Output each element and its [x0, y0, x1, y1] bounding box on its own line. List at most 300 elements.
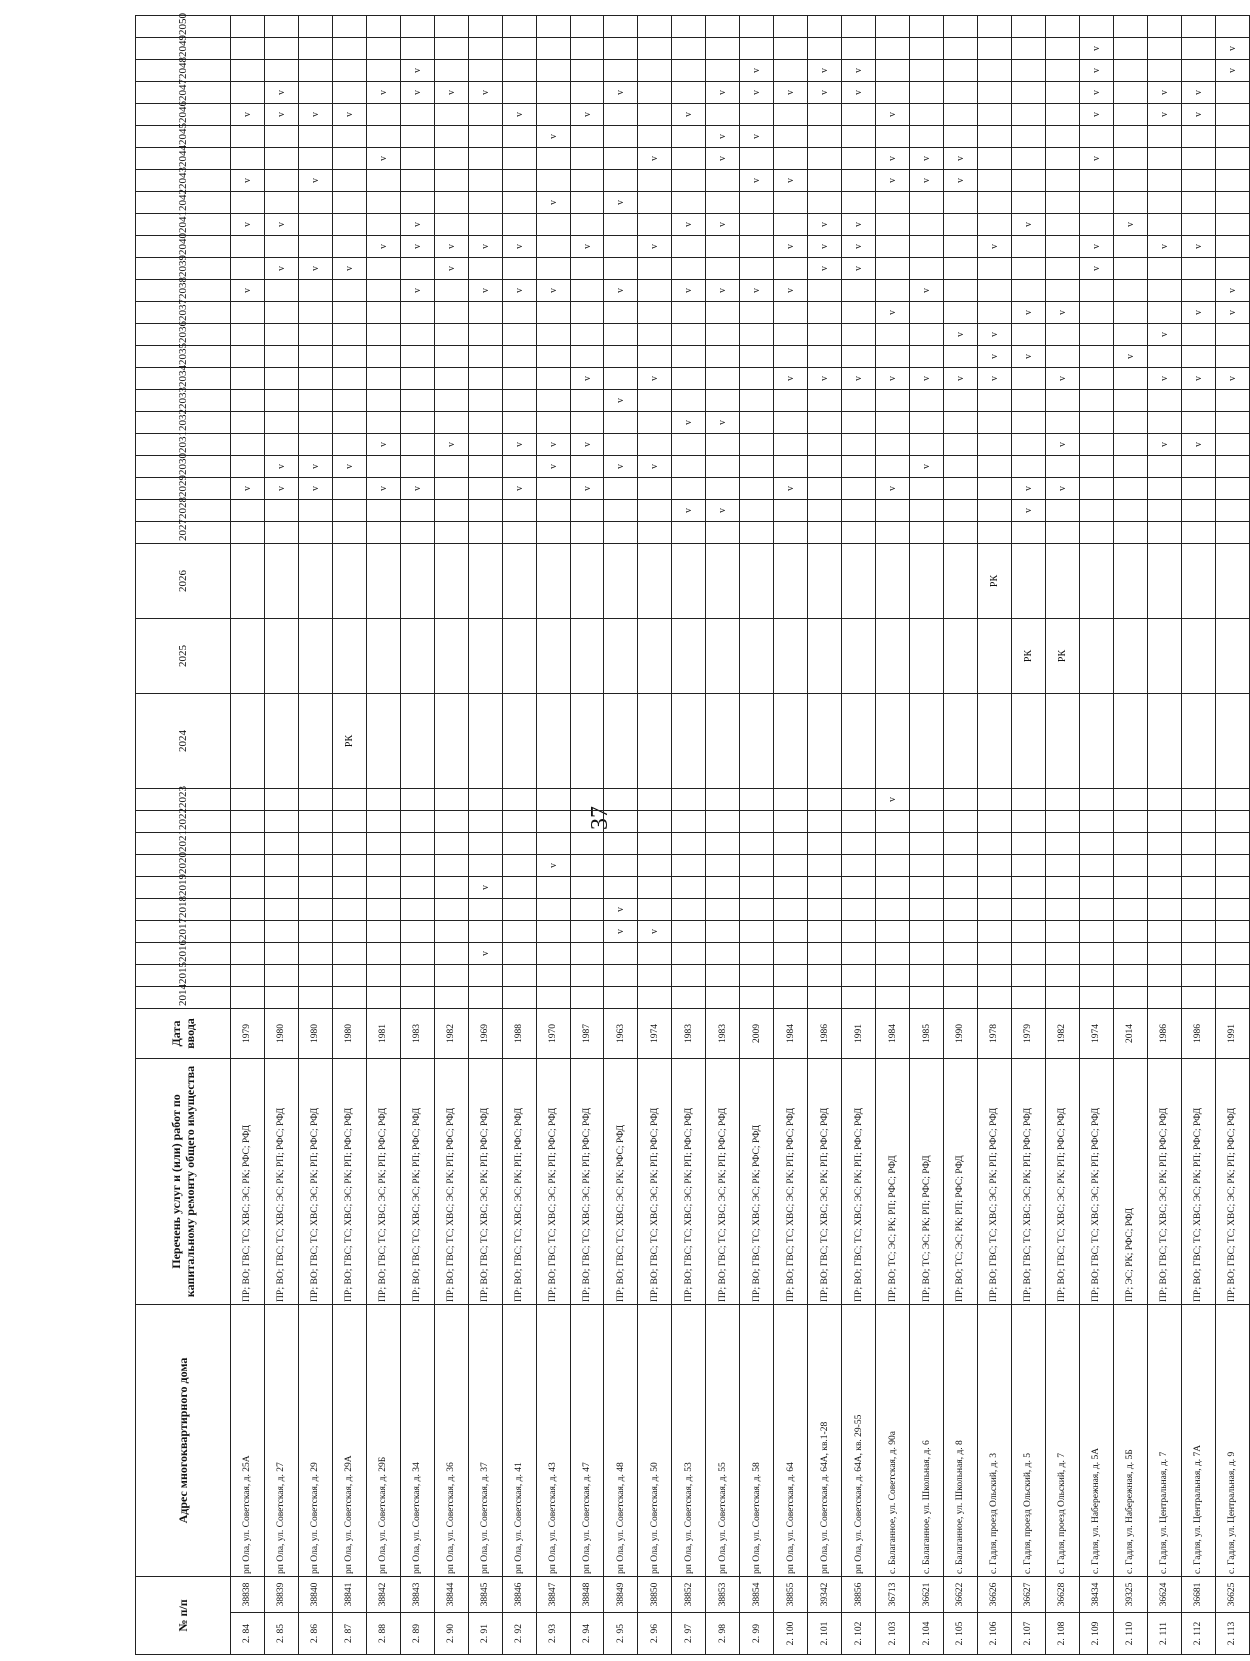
date-cell: 1984 [876, 1008, 910, 1058]
year-empty-cell [740, 213, 774, 235]
year-empty-cell [502, 942, 536, 964]
year-empty-cell [876, 345, 910, 367]
year-empty-cell [774, 898, 808, 920]
year-empty-cell [842, 455, 876, 477]
year-empty-cell [1113, 964, 1147, 986]
year-empty-cell [774, 257, 808, 279]
year-empty-cell [332, 433, 366, 455]
year-empty-cell [400, 191, 434, 213]
year-mark-cell: v [434, 257, 468, 279]
year-empty-cell [502, 169, 536, 191]
date-cell: 1983 [400, 1008, 434, 1058]
year-empty-cell [1181, 169, 1215, 191]
date-cell: 1983 [672, 1008, 706, 1058]
year-empty-cell [366, 59, 400, 81]
year-empty-cell [638, 279, 672, 301]
year-empty-cell [672, 433, 706, 455]
year-empty-cell [672, 854, 706, 876]
year-empty-cell [536, 832, 570, 854]
address-cell: с. Балаганное, ул. Школьная, д. 6 [910, 1304, 944, 1576]
year-empty-cell [638, 389, 672, 411]
row-number-cell: 2. 110 [1113, 1613, 1147, 1655]
year-empty-cell [298, 81, 332, 103]
year-empty-cell [1181, 543, 1215, 618]
year-mark-cell: v [502, 433, 536, 455]
year-empty-cell [1079, 15, 1113, 37]
capital-repair-table [135, 12, 1250, 1655]
date-cell: 1986 [808, 1008, 842, 1058]
year-empty-cell [1079, 455, 1113, 477]
year-empty-cell [264, 279, 298, 301]
year-mark-cell: v [876, 169, 910, 191]
year-empty-cell [672, 477, 706, 499]
year-mark-cell: v [1079, 37, 1113, 59]
table-row [842, 15, 876, 1654]
year-mark-cell: v [604, 389, 638, 411]
year-empty-cell [536, 521, 570, 543]
year-empty-cell [570, 37, 604, 59]
year-empty-cell [1079, 125, 1113, 147]
year-empty-cell [876, 986, 910, 1008]
year-empty-cell [842, 147, 876, 169]
year-empty-cell [604, 942, 638, 964]
header-year: 2041 [136, 213, 231, 235]
year-empty-cell [366, 37, 400, 59]
row-number-cell: 2. 99 [740, 1613, 774, 1655]
year-empty-cell [1011, 279, 1045, 301]
year-empty-cell [1045, 920, 1079, 942]
year-empty-cell [400, 693, 434, 788]
year-empty-cell [842, 832, 876, 854]
year-empty-cell [570, 832, 604, 854]
year-empty-cell [1079, 477, 1113, 499]
year-mark-cell: v [366, 235, 400, 257]
services-cell: ПР; ВО; ГВС; ТС; ХВС; ЭС; РК; РП; РФС; РФД [808, 1058, 842, 1304]
year-empty-cell [1079, 810, 1113, 832]
year-empty-cell [400, 389, 434, 411]
year-empty-cell [977, 521, 1011, 543]
year-empty-cell [570, 499, 604, 521]
year-empty-cell [536, 367, 570, 389]
year-empty-cell [1079, 788, 1113, 810]
date-cell: 1986 [1147, 1008, 1181, 1058]
year-empty-cell [298, 323, 332, 345]
year-empty-cell [876, 876, 910, 898]
year-mark-cell: v [570, 103, 604, 125]
header-year: 2038 [136, 279, 231, 301]
year-empty-cell [298, 964, 332, 986]
year-empty-cell [1079, 389, 1113, 411]
address-cell: рп Ола, ул. Советская, д. 41 [502, 1304, 536, 1576]
year-empty-cell [1215, 920, 1249, 942]
year-empty-cell [264, 810, 298, 832]
year-empty-cell [638, 521, 672, 543]
year-empty-cell [231, 876, 265, 898]
year-empty-cell [1181, 898, 1215, 920]
year-empty-cell [740, 345, 774, 367]
year-empty-cell [944, 920, 978, 942]
year-empty-cell [1011, 411, 1045, 433]
year-empty-cell [264, 986, 298, 1008]
year-mark-cell: v [298, 257, 332, 279]
year-empty-cell [672, 693, 706, 788]
year-empty-cell [298, 213, 332, 235]
year-empty-cell [977, 169, 1011, 191]
year-empty-cell [876, 213, 910, 235]
year-empty-cell [1113, 15, 1147, 37]
year-empty-cell [774, 59, 808, 81]
year-empty-cell [434, 832, 468, 854]
year-empty-cell [1113, 323, 1147, 345]
year-empty-cell [1045, 81, 1079, 103]
year-empty-cell [434, 37, 468, 59]
year-mark-cell: v [366, 81, 400, 103]
year-empty-cell [876, 499, 910, 521]
year-empty-cell [876, 810, 910, 832]
year-mark-cell: v [400, 213, 434, 235]
year-empty-cell [332, 920, 366, 942]
year-mark-cell: v [944, 367, 978, 389]
year-empty-cell [1181, 15, 1215, 37]
row-number-cell: 2. 95 [604, 1613, 638, 1655]
year-empty-cell [400, 898, 434, 920]
year-empty-cell [910, 810, 944, 832]
year-empty-cell [808, 876, 842, 898]
date-cell: 1979 [1011, 1008, 1045, 1058]
year-empty-cell [774, 125, 808, 147]
year-empty-cell [1045, 345, 1079, 367]
year-empty-cell [842, 810, 876, 832]
date-cell: 1982 [434, 1008, 468, 1058]
year-empty-cell [298, 788, 332, 810]
year-empty-cell [910, 433, 944, 455]
year-empty-cell [638, 810, 672, 832]
year-empty-cell [468, 367, 502, 389]
year-empty-cell [1147, 986, 1181, 1008]
year-empty-cell [740, 191, 774, 213]
year-empty-cell [1113, 235, 1147, 257]
year-empty-cell [536, 59, 570, 81]
services-cell: ПР; ВО; ГВС; ТС; ХВС; ЭС; РК; РП; РФС; РФД [468, 1058, 502, 1304]
row-number-cell: 2. 86 [298, 1613, 332, 1655]
year-empty-cell [1113, 103, 1147, 125]
year-empty-cell [774, 301, 808, 323]
year-empty-cell [231, 788, 265, 810]
house-id-cell: 38843 [400, 1576, 434, 1612]
year-empty-cell [1215, 389, 1249, 411]
year-empty-cell [332, 876, 366, 898]
year-mark-cell: v [706, 125, 740, 147]
year-empty-cell [1113, 920, 1147, 942]
year-empty-cell [298, 191, 332, 213]
year-empty-cell [740, 323, 774, 345]
year-empty-cell [910, 213, 944, 235]
year-mark-cell: v [570, 367, 604, 389]
year-empty-cell [740, 832, 774, 854]
year-empty-cell [944, 191, 978, 213]
year-mark-cell: v [944, 169, 978, 191]
year-empty-cell [977, 147, 1011, 169]
year-empty-cell [1147, 521, 1181, 543]
year-empty-cell [1113, 411, 1147, 433]
year-mark-cell: v [1011, 345, 1045, 367]
services-cell: ПР; ВО; ГВС; ТС; ХВС; ЭС; РК; РП; РФС; РФД [1147, 1058, 1181, 1304]
year-empty-cell [536, 477, 570, 499]
year-mark-cell: v [434, 235, 468, 257]
year-empty-cell [332, 499, 366, 521]
year-empty-cell [808, 345, 842, 367]
year-mark-cell: v [672, 103, 706, 125]
house-id-cell: 38848 [570, 1576, 604, 1612]
header-year: 2046 [136, 103, 231, 125]
year-empty-cell [1045, 37, 1079, 59]
year-empty-cell [638, 876, 672, 898]
year-empty-cell [842, 942, 876, 964]
year-mark-cell: v [706, 499, 740, 521]
year-mark-cell: v [536, 191, 570, 213]
year-empty-cell [264, 942, 298, 964]
year-empty-cell [332, 37, 366, 59]
year-empty-cell [298, 942, 332, 964]
year-empty-cell [876, 964, 910, 986]
year-empty-cell [808, 455, 842, 477]
year-empty-cell [298, 693, 332, 788]
year-empty-cell [468, 898, 502, 920]
year-mark-cell: v [570, 477, 604, 499]
year-empty-cell [604, 147, 638, 169]
year-empty-cell [706, 810, 740, 832]
year-mark-cell: v [876, 301, 910, 323]
year-empty-cell [536, 81, 570, 103]
year-empty-cell [808, 521, 842, 543]
year-empty-cell [400, 103, 434, 125]
year-empty-cell [774, 213, 808, 235]
year-empty-cell [536, 920, 570, 942]
year-mark-cell: v [1045, 301, 1079, 323]
year-empty-cell [366, 920, 400, 942]
year-empty-cell [332, 898, 366, 920]
year-empty-cell [400, 15, 434, 37]
year-empty-cell [298, 543, 332, 618]
year-empty-cell [332, 125, 366, 147]
year-empty-cell [1181, 125, 1215, 147]
year-empty-cell [1215, 477, 1249, 499]
year-empty-cell [977, 125, 1011, 147]
row-number-cell: 2. 102 [842, 1613, 876, 1655]
year-empty-cell [774, 323, 808, 345]
year-empty-cell [740, 257, 774, 279]
year-empty-cell [740, 433, 774, 455]
year-empty-cell [231, 942, 265, 964]
address-cell: рп Ола, ул. Советская, д. 34 [400, 1304, 434, 1576]
year-empty-cell [706, 876, 740, 898]
year-empty-cell [536, 876, 570, 898]
year-empty-cell [1045, 411, 1079, 433]
year-empty-cell [536, 15, 570, 37]
year-empty-cell [910, 235, 944, 257]
year-empty-cell [740, 920, 774, 942]
year-empty-cell [910, 920, 944, 942]
house-id-cell: 38842 [366, 1576, 400, 1612]
year-mark-cell: v [570, 433, 604, 455]
year-empty-cell [502, 301, 536, 323]
year-empty-cell [1011, 103, 1045, 125]
year-empty-cell [434, 986, 468, 1008]
year-empty-cell [604, 986, 638, 1008]
year-empty-cell [876, 693, 910, 788]
year-empty-cell [1147, 147, 1181, 169]
year-empty-cell [604, 788, 638, 810]
header-year: 2037 [136, 301, 231, 323]
year-empty-cell [332, 854, 366, 876]
year-mark-cell: v [502, 477, 536, 499]
year-empty-cell [774, 411, 808, 433]
date-cell: 1985 [910, 1008, 944, 1058]
year-empty-cell [1147, 411, 1181, 433]
house-id-cell: 38854 [740, 1576, 774, 1612]
year-empty-cell [502, 920, 536, 942]
row-number-cell: 2. 92 [502, 1613, 536, 1655]
table-row [808, 15, 842, 1654]
year-empty-cell [638, 618, 672, 693]
year-empty-cell [876, 618, 910, 693]
year-empty-cell [1147, 854, 1181, 876]
year-empty-cell [977, 213, 1011, 235]
year-empty-cell [774, 788, 808, 810]
year-empty-cell [944, 618, 978, 693]
year-empty-cell [570, 455, 604, 477]
year-empty-cell [298, 854, 332, 876]
address-cell: рп Ола, ул. Советская, д. 29А [332, 1304, 366, 1576]
year-empty-cell [638, 543, 672, 618]
year-empty-cell [876, 323, 910, 345]
address-cell: рп Ола, ул. Советская, д. 36 [434, 1304, 468, 1576]
year-empty-cell [1113, 125, 1147, 147]
year-empty-cell [910, 389, 944, 411]
header-year: 2021 [136, 832, 231, 854]
year-mark-cell: v [876, 147, 910, 169]
header-year: 2045 [136, 125, 231, 147]
year-empty-cell [264, 15, 298, 37]
year-empty-cell [672, 455, 706, 477]
house-id-cell: 39342 [808, 1576, 842, 1612]
year-empty-cell [400, 455, 434, 477]
year-empty-cell [570, 125, 604, 147]
year-empty-cell [842, 788, 876, 810]
year-empty-cell [638, 942, 672, 964]
year-empty-cell [231, 964, 265, 986]
year-empty-cell [1215, 986, 1249, 1008]
year-empty-cell [536, 986, 570, 1008]
year-empty-cell [264, 367, 298, 389]
year-empty-cell [774, 433, 808, 455]
year-empty-cell [604, 257, 638, 279]
services-cell: ПР; ВО; ГВС; ТС; ХВС; ЭС; РК; РП; РФС; РФД [332, 1058, 366, 1304]
year-empty-cell [977, 854, 1011, 876]
year-empty-cell [536, 389, 570, 411]
year-empty-cell [740, 235, 774, 257]
year-mark-cell: v [944, 147, 978, 169]
year-empty-cell [1079, 854, 1113, 876]
year-empty-cell [977, 810, 1011, 832]
year-empty-cell [264, 323, 298, 345]
year-empty-cell [298, 433, 332, 455]
year-empty-cell [264, 693, 298, 788]
header-services: Перечень услуг и (или) работ по капитальному ремонту общего имущества [136, 1058, 231, 1304]
year-empty-cell [706, 37, 740, 59]
year-empty-cell [298, 147, 332, 169]
row-number-cell: 2. 108 [1045, 1613, 1079, 1655]
year-empty-cell [706, 964, 740, 986]
year-empty-cell [231, 15, 265, 37]
year-empty-cell [638, 477, 672, 499]
year-mark-cell: v [264, 455, 298, 477]
year-empty-cell [672, 810, 706, 832]
year-empty-cell [910, 257, 944, 279]
header-address: Адрес многоквартирного дома [136, 1304, 231, 1576]
year-empty-cell [1011, 521, 1045, 543]
year-empty-cell [1113, 81, 1147, 103]
year-empty-cell [400, 323, 434, 345]
year-empty-cell [400, 125, 434, 147]
year-empty-cell [1079, 898, 1113, 920]
year-empty-cell [366, 788, 400, 810]
year-empty-cell [910, 964, 944, 986]
services-cell: ПР; ВО; ГВС; ТС; ХВС; ЭС; РК; РП; РФС; РФД [536, 1058, 570, 1304]
year-empty-cell [944, 521, 978, 543]
year-empty-cell [570, 876, 604, 898]
year-empty-cell [876, 81, 910, 103]
year-empty-cell [264, 235, 298, 257]
year-empty-cell [231, 323, 265, 345]
year-empty-cell [231, 986, 265, 1008]
year-empty-cell [434, 279, 468, 301]
year-empty-cell [400, 499, 434, 521]
header-year: 2036 [136, 323, 231, 345]
year-empty-cell [1147, 788, 1181, 810]
address-cell: с. Гадля, ул. Центральная, д. 7А [1181, 1304, 1215, 1576]
year-empty-cell [366, 854, 400, 876]
year-empty-cell [944, 433, 978, 455]
year-empty-cell [808, 389, 842, 411]
year-empty-cell [604, 964, 638, 986]
year-mark-cell: v [366, 433, 400, 455]
date-cell: 1988 [502, 1008, 536, 1058]
year-empty-cell [434, 367, 468, 389]
year-empty-cell [468, 257, 502, 279]
year-empty-cell [1215, 191, 1249, 213]
header-year: 2031 [136, 433, 231, 455]
year-empty-cell [231, 920, 265, 942]
address-cell: рп Ола, ул. Советская, д. 64А, кв. 29-55 [842, 1304, 876, 1576]
year-empty-cell [1011, 854, 1045, 876]
table-row [570, 15, 604, 1654]
year-empty-cell [1011, 367, 1045, 389]
year-mark-cell: v [1181, 81, 1215, 103]
year-empty-cell [842, 898, 876, 920]
address-cell: рп Ола, ул. Советская, д. 29 [298, 1304, 332, 1576]
year-empty-cell [502, 367, 536, 389]
year-empty-cell [638, 964, 672, 986]
year-empty-cell [332, 191, 366, 213]
year-empty-cell [366, 279, 400, 301]
year-mark-cell: v [332, 455, 366, 477]
year-empty-cell [468, 693, 502, 788]
year-empty-cell [502, 898, 536, 920]
year-empty-cell [1045, 543, 1079, 618]
year-empty-cell [231, 59, 265, 81]
year-mark-cell: v [502, 235, 536, 257]
